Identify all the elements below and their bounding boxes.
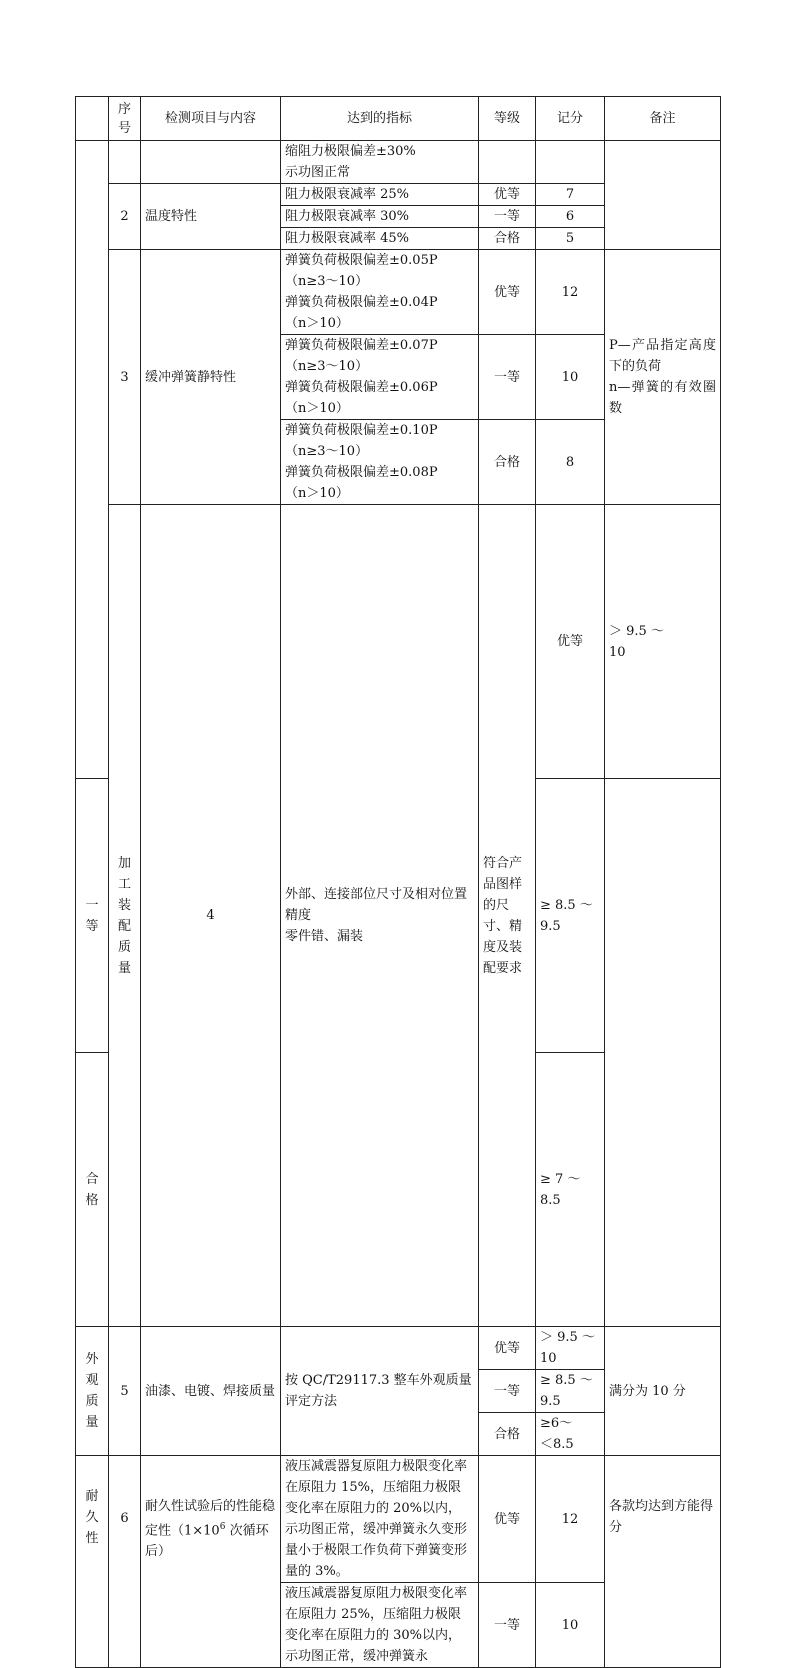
inspection-table (75, 96, 721, 1668)
grade-cell: 合格 (479, 1413, 536, 1456)
grade-cell: 优等 (479, 1327, 536, 1370)
score-cell: ≥6～ ＜8.5 (536, 1413, 605, 1456)
seq-cell: 2 (109, 184, 141, 250)
item-cell: 温度特性 (141, 184, 281, 250)
item-cell: 外部、连接部位尺寸及相对位置精度 零件错、漏装 (281, 505, 479, 1327)
header-item: 检测项目与内容 (141, 97, 281, 141)
header-remark: 备注 (605, 97, 721, 141)
seq-cell: 5 (109, 1327, 141, 1456)
score-cell: 8 (536, 420, 605, 505)
score-cell: 6 (536, 206, 605, 228)
header-blank (76, 97, 109, 141)
header-grade: 等级 (479, 97, 536, 141)
grade-cell: 合格 (479, 420, 536, 505)
header-indicator: 达到的指标 (281, 97, 479, 141)
category-cell: 耐久性 (76, 1456, 109, 1668)
grade-cell: 一等 (479, 1583, 536, 1668)
remark-cell: 各款均达到方能得分 (605, 1456, 721, 1668)
score-cell: 10 (536, 335, 605, 420)
score-cell: ≥ 7 ～ 8.5 (536, 1053, 605, 1327)
score-cell: ≥ 8.5 ～ 9.5 (536, 1370, 605, 1413)
indicator-cell: 缩阻力极限偏差±30% 示功图正常 (281, 141, 479, 184)
header-row (76, 97, 721, 141)
item-text: 耐久性试验后的性能稳定性（1×10 (145, 1499, 276, 1539)
category-cell: 加工装配质量 (109, 505, 141, 1327)
grade-cell: 优等 (479, 184, 536, 206)
indicator-cell: 阻力极限衰减率 25% (281, 184, 479, 206)
seq-cell: 4 (141, 505, 281, 1327)
item-text-end: 次循环后） (145, 1523, 269, 1560)
category-cell (76, 141, 109, 779)
item-cell (141, 1456, 281, 1668)
indicator-cell: 弹簧负荷极限偏差±0.05P （n≥3～10） 弹簧负荷极限偏差±0.04P （n＞10） (281, 250, 479, 335)
indicator-cell: 液压减震器复原阻力极限变化率在原阻力 25%，压缩阻力极限变化率在原阻力的 30%以内，示功图正常，缓冲弹簧永 (281, 1583, 479, 1668)
grade-cell: 优等 (536, 505, 605, 779)
indicator-cell: 阻力极限衰减率 45% (281, 228, 479, 250)
indicator-cell: 符合产品图样的尺寸、精度及装配要求 (479, 505, 536, 1327)
grade-cell: 优等 (479, 250, 536, 335)
table-row (76, 505, 721, 779)
indicator-cell: 弹簧负荷极限偏差±0.07P （n≥3～10） 弹簧负荷极限偏差±0.06P （n＞10） (281, 335, 479, 420)
indicator-cell: 按 QC/T29117.3 整车外观质量评定方法 (281, 1327, 479, 1456)
grade-cell: 合格 (76, 1053, 109, 1327)
grade-cell: 一等 (479, 1370, 536, 1413)
item-cell: 缓冲弹簧静特性 (141, 250, 281, 505)
table-row (76, 250, 721, 335)
score-cell: 5 (536, 228, 605, 250)
score-cell: ≥ 8.5 ～ 9.5 (536, 779, 605, 1053)
table-row (76, 141, 721, 184)
score-cell: 12 (536, 1456, 605, 1583)
grade-cell: 一等 (479, 335, 536, 420)
score-cell: ＞ 9.5 ～ 10 (536, 1327, 605, 1370)
score-cell: 10 (536, 1583, 605, 1668)
remark-cell (605, 141, 721, 250)
seq-cell: 6 (109, 1456, 141, 1668)
grade-cell: 合格 (479, 228, 536, 250)
score-cell (536, 141, 605, 184)
seq-cell (109, 141, 141, 184)
grade-cell: 一等 (479, 206, 536, 228)
header-seq: 序号 (109, 97, 141, 141)
score-cell: ＞ 9.5 ～ 10 (605, 505, 721, 779)
remark-cell: 满分为 10 分 (605, 1327, 721, 1456)
indicator-cell: 弹簧负荷极限偏差±0.10P （n≥3～10） 弹簧负荷极限偏差±0.08P （n＞10） (281, 420, 479, 505)
table-row (76, 1327, 721, 1370)
grade-cell (479, 141, 536, 184)
table-row (76, 1456, 721, 1583)
item-cell (141, 141, 281, 184)
header-score: 记分 (536, 97, 605, 141)
remark-cell: P—产品指定高度下的负荷 n—弹簧的有效圈数 (605, 250, 721, 505)
item-cell: 油漆、电镀、焊接质量 (141, 1327, 281, 1456)
grade-cell: 一等 (76, 779, 109, 1053)
score-cell: 7 (536, 184, 605, 206)
category-cell: 外观质量 (76, 1327, 109, 1456)
item-superscript: 6 (219, 1522, 226, 1532)
indicator-cell: 液压减震器复原阻力极限变化率在原阻力 15%，压缩阻力极限变化率在原阻力的 20%以内，示功图正常，缓冲弹簧永久变形量小于极限工作负荷下弹簧变形量的 3%。 (281, 1456, 479, 1583)
seq-cell: 3 (109, 250, 141, 505)
score-cell: 12 (536, 250, 605, 335)
grade-cell: 优等 (479, 1456, 536, 1583)
indicator-cell: 阻力极限衰减率 30% (281, 206, 479, 228)
